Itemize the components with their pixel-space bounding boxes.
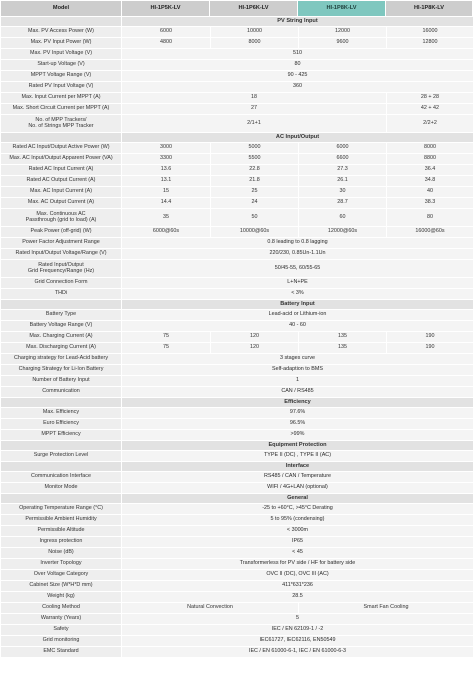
cell: 60: [298, 209, 386, 226]
table-row: [1, 321, 473, 332]
table-row: [1, 376, 473, 387]
cell: IEC61727, IEC62116, EN50549: [122, 636, 473, 646]
model-3-header: HI-1P8K-LV: [298, 1, 386, 16]
cell: < 45: [122, 548, 473, 558]
cell: 3000: [122, 143, 210, 153]
cell: WIFI / 4G+LAN (optional): [122, 483, 473, 493]
row-label: Monitor Mode: [1, 483, 122, 493]
table-row: [1, 603, 473, 614]
cell: 3 stages curve: [122, 354, 473, 364]
section-spacer: [1, 462, 122, 471]
cell: 2/2+2: [386, 115, 473, 132]
cell: 360: [122, 82, 473, 92]
section-spacer: [1, 494, 122, 503]
model-2-header: HI-1P6K-LV: [210, 1, 298, 16]
cell: 21.8: [210, 176, 298, 186]
table-row: [1, 60, 473, 71]
row-label: Ingress protection: [1, 537, 122, 547]
table-row: [1, 504, 473, 515]
section-title: Interface: [122, 462, 473, 471]
row-label: Max. Charging Current (A): [1, 332, 122, 342]
section-spacer: [1, 133, 122, 142]
row-label: Max. AC Input/Output Apparent Power (VA): [1, 154, 122, 164]
table-row: [1, 187, 473, 198]
cell: 1: [122, 376, 473, 386]
cell: 120: [210, 343, 298, 353]
cell: 0.8 leading to 0.8 lagging: [122, 238, 473, 248]
row-label: Cooling Method: [1, 603, 122, 613]
row-label: Peak Power (off-grid) (W): [1, 227, 122, 237]
section-spacer: [1, 300, 122, 309]
cell: OVC II (DC), OVC III (AC): [122, 570, 473, 580]
section-efficiency: [1, 398, 473, 408]
row-label: Inverter Topology: [1, 559, 122, 569]
table-row: [1, 483, 473, 494]
table-row: [1, 71, 473, 82]
section-title: Equipment Protection: [122, 441, 473, 450]
section-title: Battery Input: [122, 300, 473, 309]
cell: 12800: [386, 38, 473, 48]
table-row: [1, 143, 473, 154]
cell: 4800: [122, 38, 210, 48]
cell: 135: [298, 343, 386, 353]
table-row: [1, 625, 473, 636]
table-row: [1, 49, 473, 60]
row-label: Surge Protection Level: [1, 451, 122, 461]
row-label: Rated AC Output Current (A): [1, 176, 122, 186]
cell: 10000: [210, 27, 298, 37]
table-row: [1, 636, 473, 647]
row-label: Charging strategy for Lead-Acid battery: [1, 354, 122, 364]
row-label-line: Rated Input/Output: [38, 261, 84, 268]
table-row: [1, 451, 473, 462]
row-label: Max. Input Current per MPPT (A): [1, 93, 122, 103]
section-protection: [1, 441, 473, 451]
table-row: [1, 38, 473, 49]
model-header: Model: [1, 1, 122, 16]
cell: Natural Convection: [122, 603, 298, 613]
cell: 50/45-55, 60/55-65: [122, 260, 473, 277]
cell: 75: [122, 343, 210, 353]
table-row: [1, 249, 473, 260]
row-label: Max. PV Access Power (W): [1, 27, 122, 37]
table-row: [1, 559, 473, 570]
section-title: AC Input/Output: [122, 133, 473, 142]
table-row: [1, 278, 473, 289]
cell: 9600: [298, 38, 386, 48]
cell: 2/1+1: [122, 115, 386, 132]
cell: CAN / RS485: [122, 387, 473, 397]
section-pv: [1, 17, 473, 27]
cell: 34.8: [386, 176, 473, 186]
row-label: [1, 115, 122, 132]
table-row: [1, 209, 473, 227]
cell: 3300: [122, 154, 210, 164]
cell: 50: [210, 209, 298, 226]
row-label: MPPT Efficiency: [1, 430, 122, 440]
cell: 13.1: [122, 176, 210, 186]
table-row: [1, 408, 473, 419]
section-spacer: [1, 441, 122, 450]
row-label: Power Factor Adjustment Range: [1, 238, 122, 248]
cell: -25 to +60°C, >45°C Derating: [122, 504, 473, 514]
section-general: [1, 494, 473, 504]
cell: 411*631*236: [122, 581, 473, 591]
row-label: Battery Voltage Range (V): [1, 321, 122, 331]
row-label: Charging Strategy for Li-Ion Battery: [1, 365, 122, 375]
row-label-line: Max. Continuous AC: [36, 210, 86, 217]
cell: Lead-acid or Lithium-ion: [122, 310, 473, 320]
row-label: Permissible Ambient Humidity: [1, 515, 122, 525]
table-row: [1, 332, 473, 343]
cell: 6000: [298, 143, 386, 153]
table-row: [1, 387, 473, 398]
table-row: [1, 176, 473, 187]
table-row: [1, 82, 473, 93]
row-label: Safety: [1, 625, 122, 635]
cell: 13.6: [122, 165, 210, 175]
cell: IEC / EN 62109-1 / -2: [122, 625, 473, 635]
row-label-line: No. of MPP Trackers/: [35, 116, 87, 123]
row-label: [1, 260, 122, 277]
cell: 35: [122, 209, 210, 226]
row-label: Battery Type: [1, 310, 122, 320]
row-label: Operating Temperature Range (°C): [1, 504, 122, 514]
row-label: Over Voltage Category: [1, 570, 122, 580]
cell: 8800: [386, 154, 473, 164]
row-label-line: No. of Strings MPP Tracker: [28, 122, 94, 129]
row-label: Number of Battery Input: [1, 376, 122, 386]
row-label: Communication Interface: [1, 472, 122, 482]
table-row: [1, 581, 473, 592]
cell: 42 + 42: [386, 104, 473, 114]
cell: 8000: [386, 143, 473, 153]
table-row: [1, 570, 473, 581]
table-row: [1, 614, 473, 625]
model-1-header: HI-1P5K-LV: [122, 1, 210, 16]
table-header-row: [1, 1, 473, 17]
row-label: MPPT Voltage Range (V): [1, 71, 122, 81]
cell: 6600: [298, 154, 386, 164]
cell: Transformerless for PV side / HF for battery side: [122, 559, 473, 569]
row-label: Max. PV Input Voltage (V): [1, 49, 122, 59]
row-label: Rated Input/Output Voltage/Range (V): [1, 249, 122, 259]
table-row: [1, 430, 473, 441]
section-title: PV String Input: [122, 17, 473, 26]
table-row: [1, 227, 473, 238]
row-label: Rated PV Input Voltage (V): [1, 82, 122, 92]
table-row: [1, 354, 473, 365]
cell: 12000@60s: [298, 227, 386, 237]
section-ac: [1, 133, 473, 143]
cell: 5: [122, 614, 473, 624]
cell: < 3000m: [122, 526, 473, 536]
section-interface: [1, 462, 473, 472]
table-row: [1, 104, 473, 115]
cell: 40: [386, 187, 473, 197]
row-label: Noise (dB): [1, 548, 122, 558]
cell: 18: [122, 93, 386, 103]
row-label: Grid Connection Form: [1, 278, 122, 288]
cell: 40 - 60: [122, 321, 473, 331]
model-4-header: HI-1P8K-LV: [386, 1, 473, 16]
table-row: [1, 238, 473, 249]
cell: 6000@60s: [122, 227, 210, 237]
cell: 36.4: [386, 165, 473, 175]
table-row: [1, 93, 473, 104]
cell: IP65: [122, 537, 473, 547]
cell: 5500: [210, 154, 298, 164]
section-spacer: [1, 17, 122, 26]
cell: 27: [122, 104, 386, 114]
row-label: Max. Efficiency: [1, 408, 122, 418]
table-row: [1, 260, 473, 278]
cell: L+N+PE: [122, 278, 473, 288]
cell: 14.4: [122, 198, 210, 208]
cell: Self-adaption to BMS: [122, 365, 473, 375]
table-row: [1, 537, 473, 548]
cell: 10000@60s: [210, 227, 298, 237]
table-row: [1, 592, 473, 603]
cell: 90 - 425: [122, 71, 473, 81]
row-label: [1, 209, 122, 226]
cell: >99%: [122, 430, 473, 440]
table-row: [1, 154, 473, 165]
cell: 24: [210, 198, 298, 208]
row-label-line: Passthrough (grid to load) (A): [25, 216, 97, 223]
cell: TYPE II (DC) , TYPE II (AC): [122, 451, 473, 461]
cell: 6000: [122, 27, 210, 37]
cell: 15: [122, 187, 210, 197]
table-row: [1, 548, 473, 559]
section-title: General: [122, 494, 473, 503]
row-label: Cabinet Size (W*H*D mm): [1, 581, 122, 591]
cell: 135: [298, 332, 386, 342]
cell: 28 + 28: [386, 93, 473, 103]
row-label: Max. Discharging Current (A): [1, 343, 122, 353]
table-row: [1, 365, 473, 376]
cell: 22.8: [210, 165, 298, 175]
cell: 12000: [298, 27, 386, 37]
cell: 27.3: [298, 165, 386, 175]
cell: Smart Fan Cooling: [298, 603, 473, 613]
row-label: Start-up Voltage (V): [1, 60, 122, 70]
cell: 38.3: [386, 198, 473, 208]
row-label: THDi: [1, 289, 122, 299]
cell: 5 to 95% (condensing): [122, 515, 473, 525]
cell: 28.5: [122, 592, 473, 602]
cell: 30: [298, 187, 386, 197]
table-row: [1, 419, 473, 430]
row-label: Warranty (Years): [1, 614, 122, 624]
table-row: [1, 343, 473, 354]
cell: 510: [122, 49, 473, 59]
cell: 190: [386, 332, 473, 342]
row-label: Euro Efficiency: [1, 419, 122, 429]
table-row: [1, 198, 473, 209]
cell: < 3%: [122, 289, 473, 299]
section-battery: [1, 300, 473, 310]
section-title: Efficiency: [122, 398, 473, 407]
cell: 120: [210, 332, 298, 342]
table-row: [1, 27, 473, 38]
cell: 16000: [386, 27, 473, 37]
table-row: [1, 472, 473, 483]
row-label: Max. AC Output Current (A): [1, 198, 122, 208]
cell: 96.5%: [122, 419, 473, 429]
cell: 80: [386, 209, 473, 226]
section-spacer: [1, 398, 122, 407]
table-row: [1, 165, 473, 176]
cell: 220/230, 0.85Un-1.1Un: [122, 249, 473, 259]
row-label: Communication: [1, 387, 122, 397]
row-label: Max. PV Input Power (W): [1, 38, 122, 48]
spec-table: [1, 1, 473, 658]
cell: 25: [210, 187, 298, 197]
row-label: Rated AC Input Current (A): [1, 165, 122, 175]
row-label: EMC Standard: [1, 647, 122, 657]
row-label: Max. Short Circuit Current per MPPT (A): [1, 104, 122, 114]
table-row: [1, 515, 473, 526]
row-label: Max. AC Input Current (A): [1, 187, 122, 197]
table-row: [1, 310, 473, 321]
row-label: Grid monitoring: [1, 636, 122, 646]
cell: 5000: [210, 143, 298, 153]
table-row: [1, 115, 473, 133]
table-row: [1, 647, 473, 658]
row-label: Permissible Altitude: [1, 526, 122, 536]
cell: 75: [122, 332, 210, 342]
row-label-line: Grid Frequency/Range (Hz): [27, 267, 95, 274]
cell: 28.7: [298, 198, 386, 208]
table-row: [1, 289, 473, 300]
cell: 80: [122, 60, 473, 70]
cell: IEC / EN 61000-6-1, IEC / EN 61000-6-3: [122, 647, 473, 657]
row-label: Rated AC Input/Output Active Power (W): [1, 143, 122, 153]
row-label: Weight (kg): [1, 592, 122, 602]
cell: RS485 / CAN / Temperature: [122, 472, 473, 482]
cell: 26.1: [298, 176, 386, 186]
cell: 16000@60s: [386, 227, 473, 237]
cell: 97.6%: [122, 408, 473, 418]
cell: 8000: [210, 38, 298, 48]
table-row: [1, 526, 473, 537]
cell: 190: [386, 343, 473, 353]
